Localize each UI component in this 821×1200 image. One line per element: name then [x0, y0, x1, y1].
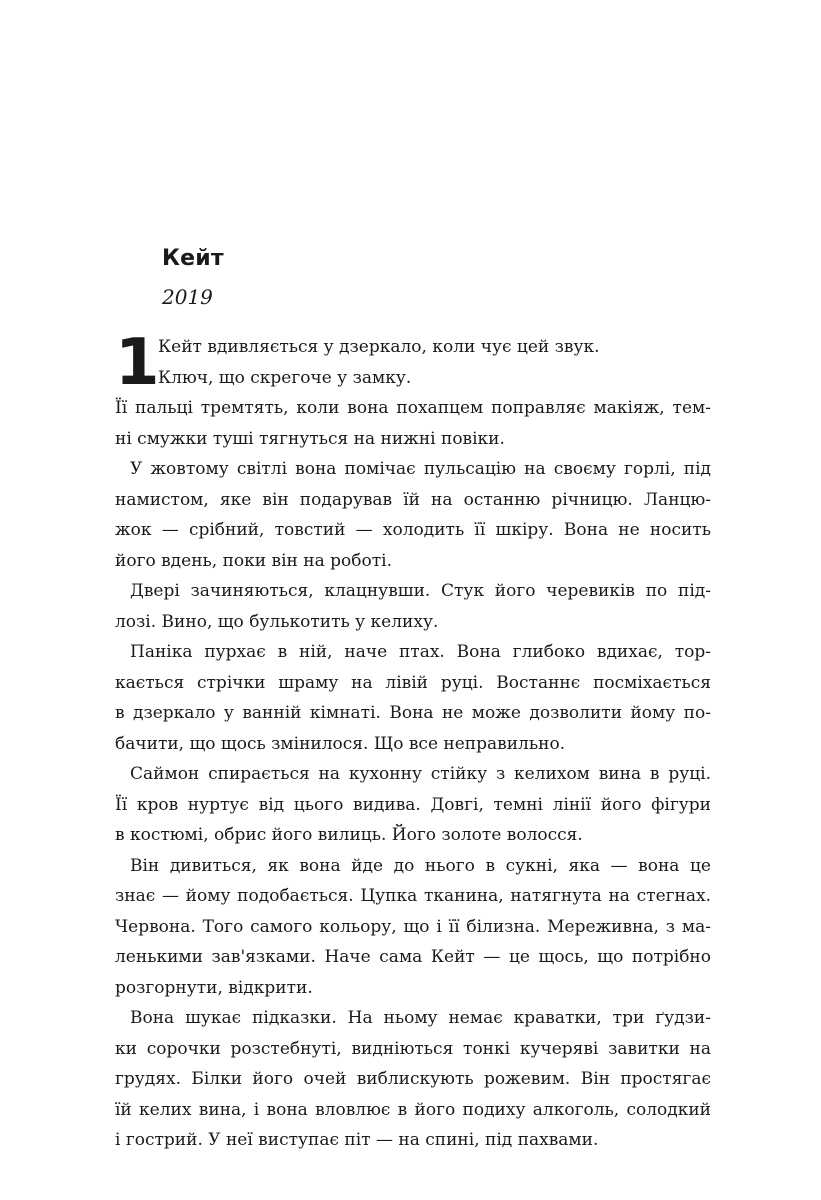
text-line: ні смужки туші тягнуться на нижні повіки.	[115, 428, 505, 449]
text-line: Ключ, що скрегоче у замку.	[158, 367, 412, 388]
text-line: Її пальці тремтять, коли вона похапцем поправляє макіяж, тем-	[115, 398, 711, 418]
text-line: Червона. Того самого кольору, що і її білизна. Мереживна, з ма-	[115, 916, 711, 937]
text-line: ленькими зав'язками. Наче сама Кейт — це щось, що потрібно	[115, 947, 711, 967]
text-line: жок — срібний, товстий — холодить її шкіру. Вона не носить	[115, 520, 711, 540]
text-line: розгорнути, відкрити.	[115, 977, 313, 998]
text-line: Паніка пурхає в ній, наче птах. Вона глибоко вдихає, тор-	[130, 642, 711, 662]
text-line: намистом, яке він подарував їй на останню річницю. Ланцю-	[115, 489, 711, 510]
text-line: У жовтому світлі вона помічає пульсацію на своєму горлі, під	[130, 459, 711, 479]
text-line: Її кров нуртує від цього видива. Довгі, темні лінії його фігури	[115, 794, 711, 815]
text-line: знає — йому подобається. Цупка тканина, натягнута на стегнах.	[115, 886, 711, 906]
text-line: в костюмі, обрис його вилиць. Його золоте волосся.	[115, 825, 583, 845]
chapter-body	[115, 326, 711, 1156]
text-line: грудях. Білки його очей виблискують рожевим. Він простягає	[115, 1069, 711, 1089]
text-line: його вдень, поки він на роботі.	[115, 550, 392, 571]
chapter-year: 2019	[162, 285, 213, 309]
text-line: лозі. Вино, що булькотить у келиху.	[115, 611, 439, 632]
chapter-title: Кейт	[162, 246, 224, 271]
text-line: і гострий. У неї виступає піт — на спині, під пахвами.	[115, 1130, 599, 1150]
text-line: Саймон спирається на кухонну стійку з келихом вина в руці.	[130, 764, 711, 784]
text-line: кається стрічки шраму на лівій руці. Востаннє посміхається	[115, 672, 711, 693]
text-line: в дзеркало у ванній кімнаті. Вона не може дозволити йому по-	[115, 703, 711, 723]
text-line: Двері зачиняються, клацнувши. Стук його черевиків по під-	[130, 581, 711, 601]
body-text	[115, 326, 711, 1156]
text-line: Він дивиться, як вона йде до нього в сукні, яка — вона це	[130, 855, 711, 876]
text-line: Кейт вдивляється у дзеркало, коли чує цей звук.	[158, 337, 600, 357]
text-line: Вона шукає підказки. На ньому немає краватки, три ґудзи-	[130, 1008, 711, 1028]
text-line: їй келих вина, і вона вловлює в його подиху алкоголь, солодкий	[115, 1099, 711, 1120]
chapter-number-drop-cap: 1	[115, 326, 160, 400]
text-line: бачити, що щось змінилося. Що все неправильно.	[115, 733, 566, 754]
text-line: ки сорочки розстебнуті, видніються тонкі кучеряві завитки на	[115, 1038, 711, 1059]
